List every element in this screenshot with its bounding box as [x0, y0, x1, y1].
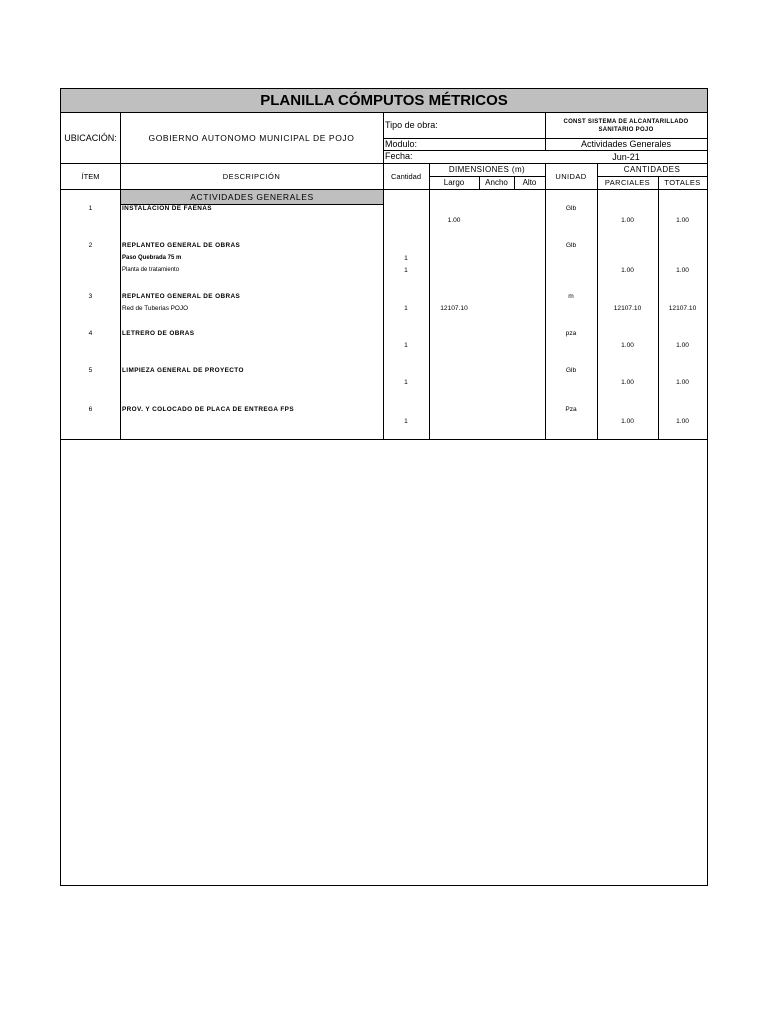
item-number: 6: [88, 406, 93, 413]
cantidad-value: 1: [404, 379, 408, 386]
item-number: 1: [88, 205, 93, 212]
divider: [120, 163, 121, 439]
cantidad-value: 1: [404, 418, 408, 425]
computos-sheet: [60, 88, 708, 886]
modulo-value: Actividades Generales: [580, 139, 672, 149]
divider: [597, 163, 598, 439]
item-description: PROV. Y COLOCADO DE PLACA DE ENTREGA FPS: [122, 406, 295, 413]
total-value: 1.00: [676, 267, 689, 274]
item-description: LIMPIEZA GENERAL DE PROYECTO: [122, 367, 244, 374]
largo-value: 12107.10: [440, 305, 468, 312]
divider: [383, 113, 384, 163]
cantidad-value: 1: [404, 255, 408, 262]
divider: [61, 439, 707, 440]
parcial-value: 1.00: [621, 217, 634, 224]
parcial-value: 1.00: [621, 379, 634, 386]
unit-value: Glb: [565, 205, 577, 212]
col-cantidades: CANTIDADES: [623, 165, 681, 174]
total-value: 1.00: [676, 418, 689, 425]
cantidad-value: 1: [404, 342, 408, 349]
item-number: 2: [88, 242, 93, 249]
col-parciales: PARCIALES: [604, 178, 651, 187]
parcial-value: 12107.10: [613, 305, 642, 312]
section-title: ACTIVIDADES GENERALES: [121, 190, 383, 204]
item-description: LETRERO DE OBRAS: [122, 330, 195, 337]
item-description: INSTALACIÓN DE FAENAS: [122, 205, 212, 212]
divider: [383, 163, 384, 439]
col-unidad: UNIDAD: [555, 171, 587, 181]
col-item: ÍTEM: [81, 171, 100, 181]
col-alto: Alto: [522, 178, 537, 187]
fecha-value: Jun-21: [612, 151, 640, 162]
col-descripcion: DESCRIPCIÓN: [222, 171, 281, 181]
unit-value: Glb: [565, 242, 577, 249]
parcial-value: 1.00: [621, 342, 634, 349]
col-totales: TOTALES: [664, 178, 701, 187]
item-description: REPLANTEO GENERAL DE OBRAS: [122, 293, 241, 300]
sheet-title: PLANILLA CÓMPUTOS MÉTRICOS: [61, 89, 707, 113]
unit-value: pza: [565, 330, 577, 337]
divider: [429, 163, 430, 439]
item-number: 5: [88, 367, 93, 374]
item-subdescription: Planta de tratamiento: [122, 267, 180, 273]
tipo-obra-label: Tipo de obra:: [385, 120, 438, 130]
ubicacion-label: UBICACIÓN:: [64, 133, 117, 143]
item-number: 3: [88, 293, 93, 300]
parcial-value: 1.00: [621, 418, 634, 425]
parcial-value: 1.00: [621, 267, 634, 274]
total-value: 12107.10: [668, 305, 697, 312]
cantidad-value: 1: [404, 267, 408, 274]
item-number: 4: [88, 330, 93, 337]
total-value: 1.00: [676, 217, 689, 224]
col-cantidad: Cantidad: [390, 171, 422, 181]
col-dimensiones: DIMENSIONES (m): [448, 165, 526, 174]
col-largo: Largo: [443, 178, 465, 187]
cantidad-value: 1: [404, 305, 408, 312]
item-subdescription: Red de Tuberias POJO: [122, 305, 189, 312]
unit-value: Glb: [565, 367, 577, 374]
modulo-label: Modulo:: [385, 139, 418, 149]
item-subdescription: Paso Quebrada 75 m: [122, 255, 182, 261]
item-description: REPLANTEO GENERAL DE OBRAS: [122, 242, 241, 249]
ubicacion-value: GOBIERNO AUTONOMO MUNICIPAL DE POJO: [148, 133, 355, 143]
tipo-obra-value: CONST SISTEMA DE ALCANTARILLADO SANITARIO POJO: [563, 119, 689, 133]
unit-value: m: [568, 293, 574, 300]
unit-value: Pza: [565, 406, 577, 413]
total-value: 1.00: [676, 342, 689, 349]
largo-value: 1.00: [447, 217, 461, 224]
col-ancho: Ancho: [485, 178, 508, 187]
fecha-label: Fecha:: [385, 151, 413, 161]
total-value: 1.00: [676, 379, 689, 386]
